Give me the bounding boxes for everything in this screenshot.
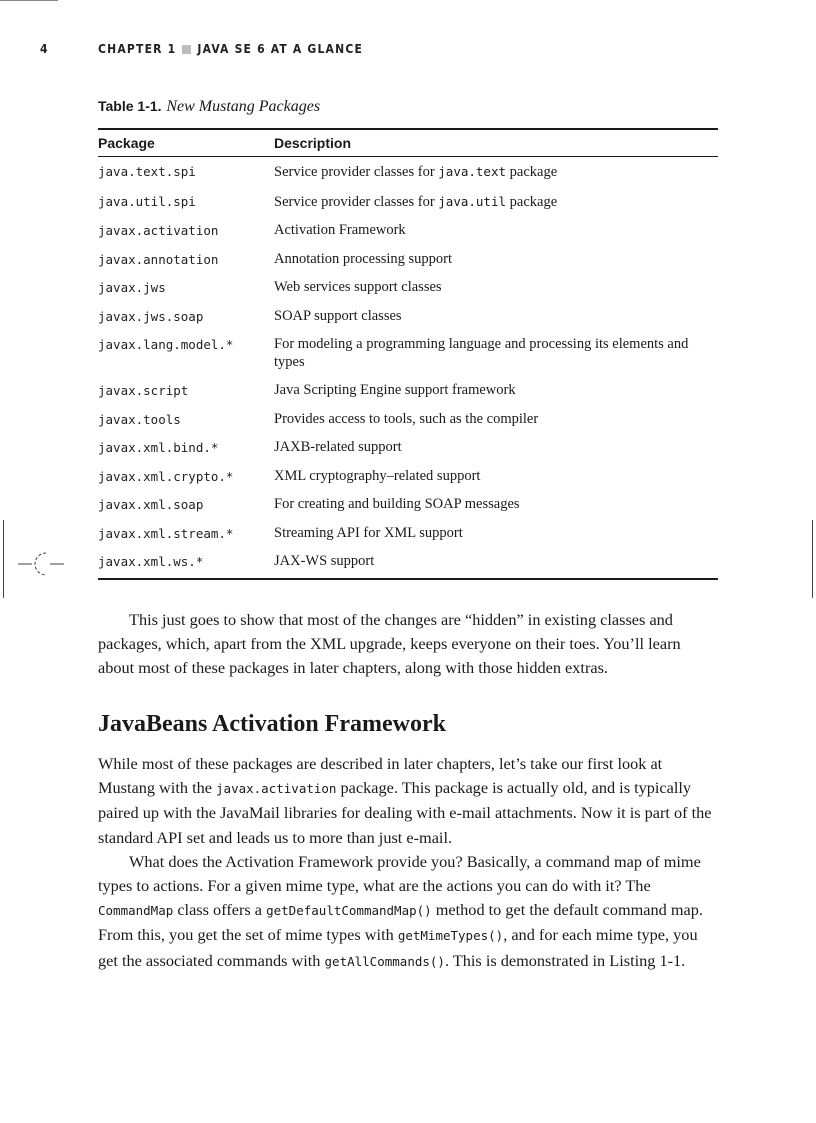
table-row bbox=[98, 273, 718, 302]
table-row bbox=[98, 157, 718, 187]
package-cell: javax.activation bbox=[98, 223, 219, 238]
description-cell bbox=[274, 302, 718, 331]
table-row bbox=[98, 187, 718, 217]
description-text: SOAP support classes bbox=[274, 307, 402, 324]
description-text: package bbox=[506, 164, 558, 180]
package-cell: java.util.spi bbox=[98, 193, 196, 209]
table-row bbox=[98, 433, 718, 462]
text-run: , and for each mime type, you get the associated commands with bbox=[98, 925, 698, 970]
text-run: method to get the default command map. From this, you get the set of mime types with bbox=[98, 900, 703, 945]
description-cell bbox=[274, 462, 718, 491]
description-text: For creating and building SOAP messages bbox=[274, 496, 520, 512]
description-cell bbox=[274, 519, 718, 548]
inline-code: java.text bbox=[438, 164, 507, 179]
description-text: XML cryptography–related support bbox=[274, 467, 481, 484]
description-cell bbox=[274, 245, 718, 274]
table-caption bbox=[98, 97, 320, 116]
description-cell bbox=[274, 157, 718, 187]
table-row bbox=[98, 302, 718, 331]
inline-code: getDefaultCommandMap() bbox=[266, 903, 432, 919]
text-run: package. This package is actually old, and is typically paired up with the JavaMail libraries for dealing with e-mail attachments. Now it is part of the standard API set and leads us to more than just e-mail. bbox=[98, 778, 712, 847]
text-run: What does the Activation Framework provide you? Basically, a command map of mime types to actions. For a given mime type, what are the actions you can do with it? The bbox=[98, 851, 701, 896]
inline-code: javax.activation bbox=[216, 781, 337, 797]
description-cell bbox=[274, 547, 718, 579]
package-cell: javax.annotation bbox=[98, 251, 219, 267]
top-crop-line bbox=[0, 0, 58, 1]
package-cell: java.text.spi bbox=[98, 164, 196, 179]
paragraph: This just goes to show that most of the changes are “hidden” in existing classes and packages, which, apart from the XML upgrade, keeps everyone on their toes. You’ll learn about most of these packages in later chapters, along with those hidden extras. bbox=[98, 610, 681, 678]
table-caption-label: Table 1-1. bbox=[98, 98, 162, 114]
header-separator bbox=[182, 45, 191, 54]
description-cell bbox=[274, 433, 718, 462]
package-cell: javax.xml.soap bbox=[98, 497, 204, 512]
paragraph bbox=[98, 752, 720, 850]
table-row bbox=[98, 330, 718, 376]
inline-code: getMimeTypes() bbox=[397, 928, 504, 944]
package-cell: javax.script bbox=[98, 383, 189, 398]
package-cell: javax.lang.model.* bbox=[98, 337, 234, 352]
table-row bbox=[98, 245, 718, 274]
text-run: While most of these packages are described in later chapters, let’s take our first look at Mustang with the bbox=[98, 754, 663, 798]
table-row bbox=[98, 405, 718, 434]
description-text: Streaming API for XML support bbox=[274, 524, 463, 541]
packages-table bbox=[98, 128, 718, 580]
table-row bbox=[98, 216, 718, 245]
table-body bbox=[98, 157, 718, 579]
chapter-title: JAVA SE 6 AT A GLANCE bbox=[197, 42, 364, 56]
package-cell: javax.jws bbox=[98, 280, 166, 295]
description-text: For modeling a programming language and processing its elements and types bbox=[274, 336, 689, 370]
package-cell: javax.xml.bind.* bbox=[98, 440, 219, 455]
section-body bbox=[98, 752, 720, 974]
column-header-description: Description bbox=[274, 129, 718, 157]
package-cell: javax.xml.crypto.* bbox=[98, 468, 234, 484]
table-caption-title: New Mustang Packages bbox=[166, 98, 321, 115]
intro-paragraph-block bbox=[98, 608, 720, 681]
description-cell bbox=[274, 330, 718, 376]
text-run: . This is demonstrated in Listing 1-1. bbox=[444, 950, 686, 970]
chapter-label: CHAPTER 1 bbox=[98, 42, 177, 56]
inline-code: getAllCommands() bbox=[324, 953, 445, 969]
description-cell bbox=[274, 273, 718, 302]
description-cell bbox=[274, 187, 718, 217]
description-cell bbox=[274, 376, 718, 405]
text-run: class offers a bbox=[173, 900, 267, 920]
right-crop-mark bbox=[812, 520, 813, 598]
table-row bbox=[98, 547, 718, 579]
table-row bbox=[98, 376, 718, 405]
description-text: Service provider classes for bbox=[274, 164, 439, 180]
inline-code: CommandMap bbox=[98, 903, 174, 919]
paragraph bbox=[98, 850, 720, 974]
page-number: 4 bbox=[40, 42, 49, 56]
description-cell bbox=[274, 216, 718, 245]
description-text: JAXB-related support bbox=[274, 439, 402, 455]
description-text: Java Scripting Engine support framework bbox=[274, 382, 516, 398]
description-cell bbox=[274, 490, 718, 519]
package-cell: javax.xml.stream.* bbox=[98, 525, 234, 541]
description-text: Annotation processing support bbox=[274, 250, 453, 267]
left-crop-mark bbox=[3, 520, 4, 598]
description-text: Activation Framework bbox=[274, 222, 406, 238]
package-cell: javax.jws.soap bbox=[98, 308, 204, 324]
table-row bbox=[98, 519, 718, 548]
description-text: JAX-WS support bbox=[274, 553, 375, 569]
registration-mark-icon bbox=[18, 549, 66, 579]
description-text: Web services support classes bbox=[274, 279, 442, 295]
section-heading: JavaBeans Activation Framework bbox=[98, 711, 446, 737]
description-text: package bbox=[506, 193, 558, 210]
description-text: Provides access to tools, such as the compiler bbox=[274, 410, 539, 427]
inline-code: java.util bbox=[438, 193, 507, 209]
table-row bbox=[98, 490, 718, 519]
description-text: Service provider classes for bbox=[274, 193, 439, 210]
package-cell: javax.tools bbox=[98, 411, 181, 427]
running-header bbox=[40, 42, 363, 56]
package-cell: javax.xml.ws.* bbox=[98, 554, 204, 569]
column-header-package: Package bbox=[98, 129, 274, 157]
table-header-row bbox=[98, 129, 718, 157]
table-row bbox=[98, 462, 718, 491]
description-cell bbox=[274, 405, 718, 434]
